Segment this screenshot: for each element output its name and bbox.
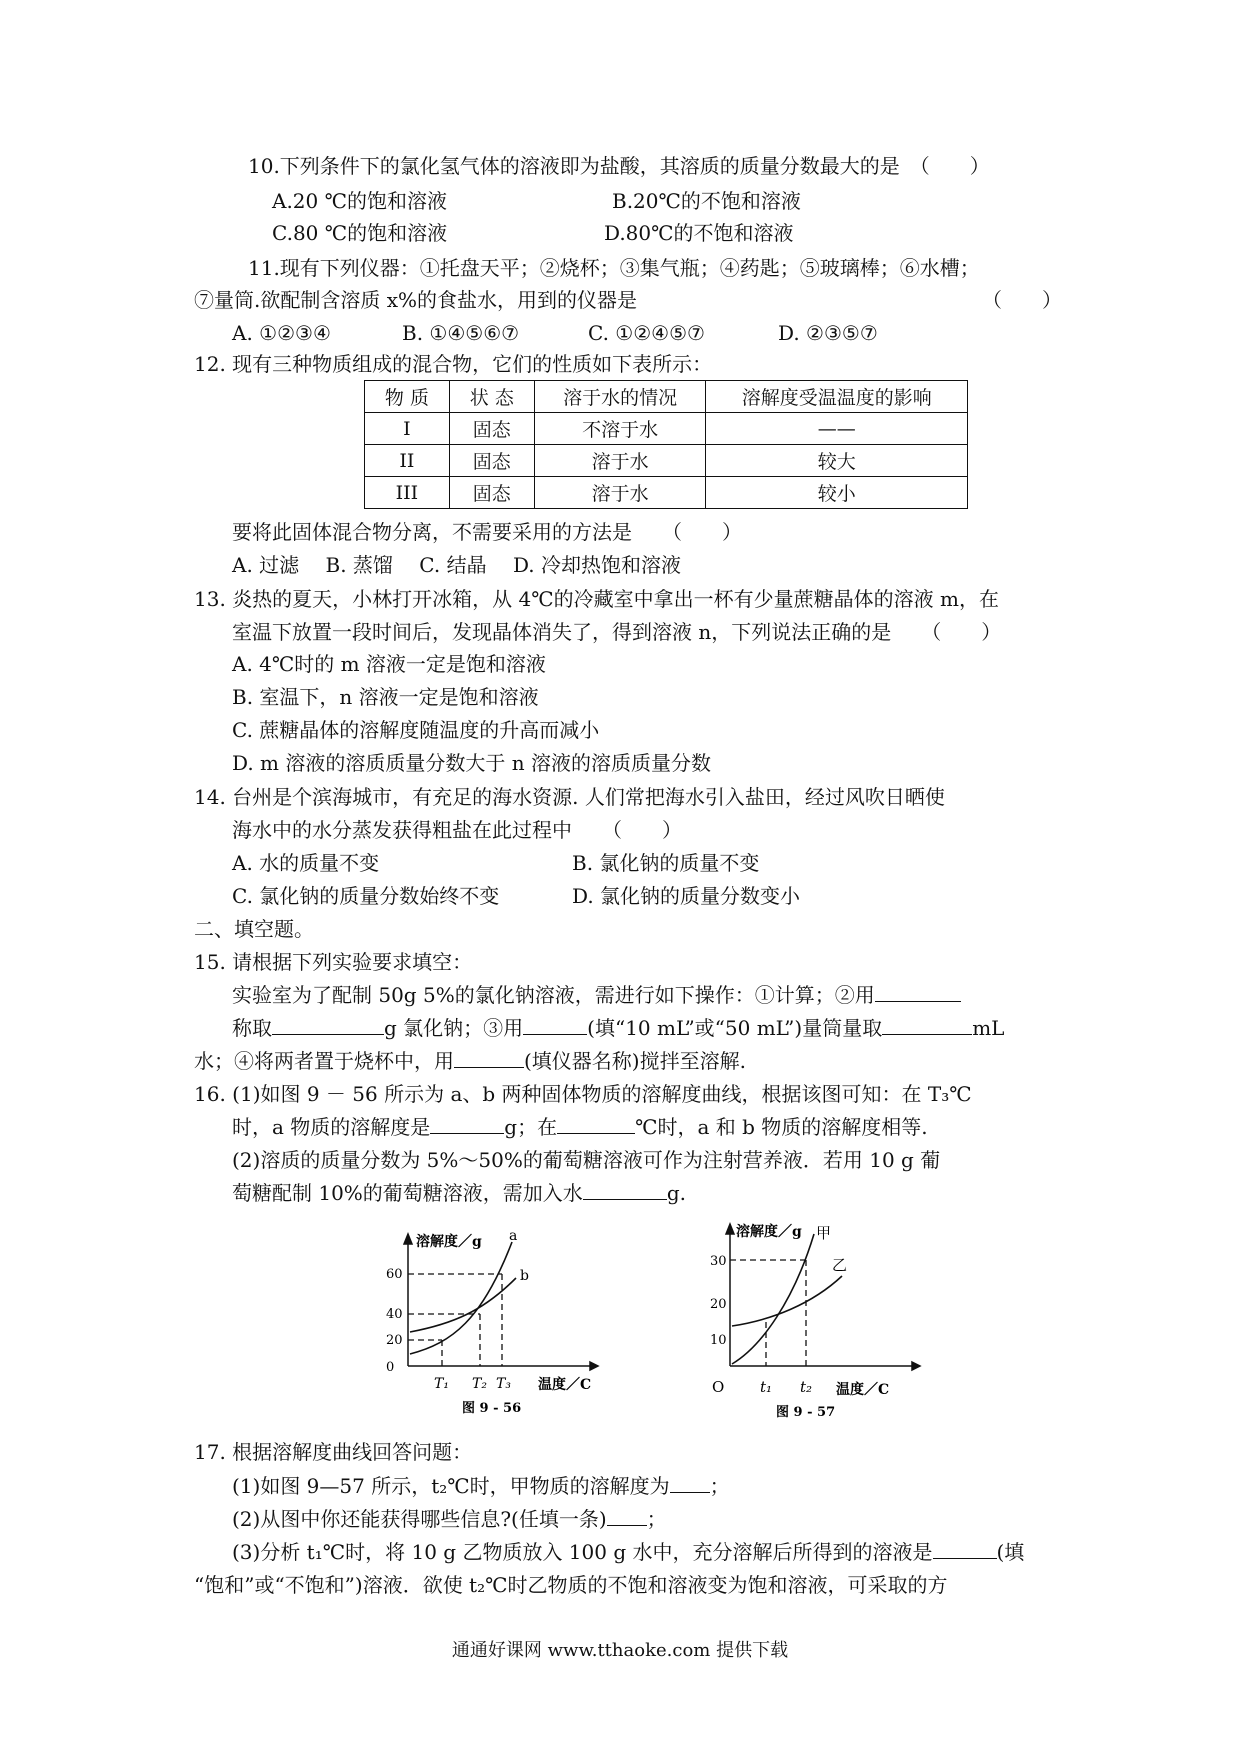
table-cell: 不溶于水 xyxy=(534,413,706,445)
q15-text: (填“10 mL”或“50 mL”)量筒量取 xyxy=(587,1016,883,1040)
table-cell: III xyxy=(365,477,450,509)
y-axis-label: 溶解度／g xyxy=(416,1234,482,1250)
q13-stem-line1: 13. 炎热的夏天，小林打开冰箱，从 4℃的冷藏室中拿出一杯有少量蔗糖晶体的溶液 m，在 xyxy=(194,587,999,611)
y-tick-label: 30 xyxy=(710,1254,727,1269)
q11-stem-line1: 11.现有下列仪器：①托盘天平；②烧杯；③集气瓶；④药匙；⑤玻璃棒；⑥水槽； xyxy=(248,256,980,280)
answer-blank[interactable] xyxy=(430,1113,504,1134)
section-heading: 二、填空题。 xyxy=(194,917,314,941)
answer-blank[interactable] xyxy=(882,1014,972,1035)
table-header-cell: 物 质 xyxy=(365,381,450,413)
table-cell: I xyxy=(365,413,450,445)
q10-option-b: B.20℃的不饱和溶液 xyxy=(612,189,801,213)
q10-option-d: D.80℃的不饱和溶液 xyxy=(604,221,794,245)
answer-blank[interactable] xyxy=(454,1047,524,1068)
curve-jia-label: 甲 xyxy=(816,1224,832,1242)
q17-text: ； xyxy=(646,1507,667,1531)
y-tick-label: 20 xyxy=(386,1333,403,1348)
q17-text: (1)如图 9—57 所示，t₂℃时，甲物质的溶解度为 xyxy=(232,1474,670,1498)
curve-yi-label: 乙 xyxy=(832,1256,848,1274)
q16-line1: 16. (1)如图 9 － 56 所示为 a、b 两种固体物质的溶解度曲线，根据该图可知：在 T₃℃ xyxy=(194,1082,972,1106)
table-cell: II xyxy=(365,445,450,477)
table-cell: 较大 xyxy=(706,445,968,477)
x-tick-label: t₂ xyxy=(800,1378,813,1396)
figure-caption: 图 9 - 56 xyxy=(462,1401,522,1416)
table-cell: 溶于水 xyxy=(534,445,706,477)
answer-blank[interactable] xyxy=(933,1538,997,1559)
q17-line2 xyxy=(232,1504,667,1534)
table-cell: —— xyxy=(706,413,968,445)
q16-text: 萄糖配制 10%的葡萄糖溶液，需加入水 xyxy=(232,1181,583,1205)
q11-option-c: C. ①②④⑤⑦ xyxy=(588,321,705,345)
q13-option-d: D. m 溶液的溶质质量分数大于 n 溶液的溶质质量分数 xyxy=(232,751,711,775)
answer-blank[interactable] xyxy=(523,1014,587,1035)
figure-9-56 xyxy=(372,1228,612,1418)
x-axis-arrow xyxy=(912,1362,920,1370)
curve-a-label: a xyxy=(509,1228,518,1244)
q16-text: 时，a 物质的溶解度是 xyxy=(232,1115,431,1139)
y-tick-label: 0 xyxy=(386,1360,395,1375)
q12-question: 要将此固体混合物分离，不需要采用的方法是 （ ） xyxy=(232,520,742,544)
q16-line4 xyxy=(232,1178,686,1208)
q15-text: 实验室为了配制 50g 5%的氯化钠溶液，需进行如下操作：①计算；②用 xyxy=(232,983,875,1007)
q14-stem-line2: 海水中的水分蒸发获得粗盐在此过程中 （ ） xyxy=(232,818,682,842)
q14-stem-line1: 14. 台州是个滨海城市，有充足的海水资源. 人们常把海水引入盐田，经过风吹日晒使 xyxy=(194,785,945,809)
answer-blank[interactable] xyxy=(583,1179,667,1200)
table-header-cell: 溶解度受温温度的影响 xyxy=(706,381,968,413)
x-axis-label: 温度／C xyxy=(538,1377,592,1393)
q17-text: (2)从图中你还能获得哪些信息?(任填一条) xyxy=(232,1507,607,1531)
q16-line3: (2)溶质的质量分数为 5%～50%的葡萄糖溶液可作为注射营养液．若用 10 g 葡 xyxy=(232,1148,941,1172)
table-header-cell: 溶于水的情况 xyxy=(534,381,706,413)
table-cell: 固态 xyxy=(449,445,534,477)
origin-label: O xyxy=(712,1378,725,1396)
table-cell: 溶于水 xyxy=(534,477,706,509)
q17-text: (填 xyxy=(996,1540,1025,1564)
curve-a xyxy=(410,1242,512,1354)
q17-line1 xyxy=(232,1471,730,1501)
q12-stem: 12. 现有三种物质组成的混合物，它们的性质如下表所示： xyxy=(194,352,713,376)
x-axis-arrow xyxy=(590,1362,598,1370)
table-header-row xyxy=(365,381,968,413)
q13-stem-line2: 室温下放置一段时间后，发现晶体消失了，得到溶液 n，下列说法正确的是 （ ） xyxy=(232,620,1002,644)
q11-option-b: B. ①④⑤⑥⑦ xyxy=(402,321,520,345)
q14-option-a: A. 水的质量不变 xyxy=(232,851,380,875)
q13-option-b: B. 室温下，n 溶液一定是饱和溶液 xyxy=(232,685,539,709)
q14-option-b: B. 氯化钠的质量不变 xyxy=(572,851,760,875)
table-cell: 固态 xyxy=(449,477,534,509)
q14-option-d: D. 氯化钠的质量分数变小 xyxy=(572,884,801,908)
table-row xyxy=(365,477,968,509)
y-tick-label: 60 xyxy=(386,1267,403,1282)
curve-b-label: b xyxy=(520,1268,529,1284)
x-tick-label: t₁ xyxy=(760,1378,773,1396)
curve-b xyxy=(410,1278,516,1332)
q15-line1 xyxy=(232,980,961,1010)
figure-9-57 xyxy=(702,1218,942,1418)
answer-blank[interactable] xyxy=(875,981,961,1002)
q13-option-a: A. 4℃时的 m 溶液一定是饱和溶液 xyxy=(232,652,546,676)
q15-text: g 氯化钠；③用 xyxy=(384,1016,524,1040)
q12-options: A. 过滤 B. 蒸馏 C. 结晶 D. 冷却热饱和溶液 xyxy=(232,553,681,577)
q17-stem: 17. 根据溶解度曲线回答问题： xyxy=(194,1440,473,1464)
y-axis-label: 溶解度／g xyxy=(736,1224,802,1240)
answer-blank[interactable] xyxy=(670,1472,710,1493)
y-tick-label: 10 xyxy=(710,1333,727,1348)
q17-line3 xyxy=(232,1537,1024,1567)
x-tick-label: T₃ xyxy=(496,1376,511,1392)
q16-text: g；在 xyxy=(504,1115,558,1139)
q11-paren: （ ） xyxy=(982,288,1062,312)
q11-option-d: D. ②③⑤⑦ xyxy=(778,321,878,345)
q17-text: ； xyxy=(709,1474,730,1498)
q11-option-a: A. ①②③④ xyxy=(232,321,331,345)
answer-blank[interactable] xyxy=(272,1014,384,1035)
q16-text: ℃时，a 和 b 物质的溶解度相等. xyxy=(635,1115,928,1139)
q15-text: (填仪器名称)搅拌至溶解. xyxy=(524,1049,746,1073)
properties-table xyxy=(364,380,968,509)
q15-line2 xyxy=(232,1013,1004,1043)
q15-text: 水；④将两者置于烧杯中，用 xyxy=(194,1049,454,1073)
q10-stem: 10.下列条件下的氯化氢气体的溶液即为盐酸，其溶质的质量分数最大的是 （ ） xyxy=(248,154,990,178)
y-axis-arrow xyxy=(404,1234,412,1244)
table-row xyxy=(365,445,968,477)
y-axis-arrow xyxy=(726,1224,734,1234)
q14-option-c: C. 氯化钠的质量分数始终不变 xyxy=(232,884,500,908)
q15-text: 称取 xyxy=(232,1016,272,1040)
q10-option-a: A.20 ℃的饱和溶液 xyxy=(272,189,447,213)
table-cell: 固态 xyxy=(449,413,534,445)
q17-text: (3)分析 t₁℃时，将 10 g 乙物质放入 100 g 水中，充分溶解后所得到的溶液是 xyxy=(232,1540,933,1564)
y-tick-label: 40 xyxy=(386,1307,403,1322)
q15-line3 xyxy=(194,1046,746,1076)
q15-text: mL xyxy=(972,1016,1005,1040)
y-tick-label: 20 xyxy=(710,1297,727,1312)
answer-blank[interactable] xyxy=(607,1505,647,1526)
footer-credit: 通通好课网 www.tthaoke.com 提供下载 xyxy=(451,1640,789,1661)
answer-blank[interactable] xyxy=(557,1113,635,1134)
table-header-cell: 状 态 xyxy=(449,381,534,413)
q17-line4: “饱和”或“不饱和”)溶液．欲使 t₂℃时乙物质的不饱和溶液变为饱和溶液，可采取的方 xyxy=(194,1573,948,1597)
figure-caption: 图 9 - 57 xyxy=(776,1405,836,1418)
q16-line2 xyxy=(232,1112,928,1142)
curve-jia xyxy=(732,1234,814,1364)
x-axis-label: 温度／C xyxy=(836,1382,890,1398)
q11-stem-line2: ⑦量筒.欲配制含溶质 x%的食盐水，用到的仪器是 xyxy=(194,288,637,312)
x-tick-label: T₁ xyxy=(434,1376,449,1392)
q16-text: g. xyxy=(666,1181,686,1205)
q10-option-c: C.80 ℃的饱和溶液 xyxy=(272,221,448,245)
q13-option-c: C. 蔗糖晶体的溶解度随温度的升高而减小 xyxy=(232,718,600,742)
table-row xyxy=(365,413,968,445)
q15-stem: 15. 请根据下列实验要求填空： xyxy=(194,950,473,974)
table-cell: 较小 xyxy=(706,477,968,509)
x-tick-label: T₂ xyxy=(472,1376,487,1392)
